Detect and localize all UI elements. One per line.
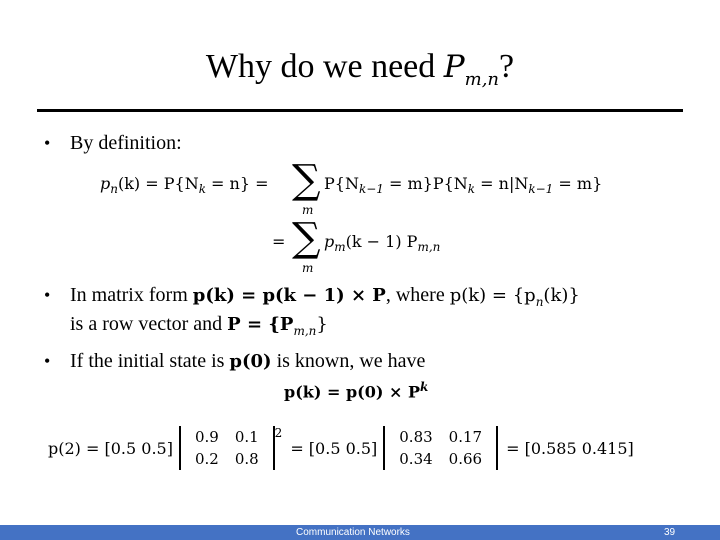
matrix-a bbox=[179, 426, 275, 470]
def2-sub: m bbox=[334, 240, 346, 255]
title-divider bbox=[37, 109, 683, 112]
bullet-4-text: If the initial state is bbox=[70, 350, 230, 372]
matrix-a-cell: 0.1 bbox=[234, 428, 259, 446]
bullet-2-math-b-end: (k)} bbox=[543, 285, 580, 306]
def-rest: (k) = P{N bbox=[117, 174, 199, 193]
def-p: p bbox=[100, 174, 111, 193]
matrix-b-cell: 0.34 bbox=[399, 450, 433, 468]
sum-index-2: m bbox=[302, 261, 314, 275]
title-math: P bbox=[443, 49, 465, 85]
bullet-1-text: By definition: bbox=[70, 132, 182, 154]
def2-rest: (k − 1) P bbox=[345, 232, 418, 251]
sum-index-1: m bbox=[302, 203, 314, 217]
slide-title bbox=[0, 48, 720, 93]
bullet-initial-state bbox=[44, 350, 425, 373]
title-end: ? bbox=[499, 48, 515, 85]
def-eq-line2-right bbox=[324, 232, 440, 254]
def-right-b: = m}P{N bbox=[383, 174, 468, 193]
bullet-3-math-end: } bbox=[316, 314, 328, 335]
def2-p: p bbox=[324, 232, 335, 251]
bullet-dot: • bbox=[44, 285, 51, 305]
example-equation bbox=[48, 426, 634, 470]
bullet-4-math: p(0) bbox=[229, 351, 272, 372]
def-p-sub: n bbox=[110, 182, 118, 197]
bullet-2-text-b: , where bbox=[385, 284, 450, 306]
def-right-c: = n|N bbox=[475, 174, 529, 193]
def-sub2: k bbox=[198, 182, 206, 197]
def-right-a: P{N bbox=[324, 174, 359, 193]
def-eq-line1-left bbox=[100, 174, 269, 196]
def-right-d: = m} bbox=[553, 174, 603, 193]
def-rest2: = n} = bbox=[205, 174, 269, 193]
title-math-sub: m,n bbox=[464, 68, 500, 90]
bullet-matrix-form-cont bbox=[70, 313, 328, 338]
matrix-a-cell: 0.2 bbox=[194, 450, 219, 468]
bullet-3-text: is a row vector and bbox=[70, 313, 228, 335]
bullet-3-math-sub: m,n bbox=[293, 324, 317, 338]
matrix-b-cell: 0.83 bbox=[399, 428, 433, 446]
bullet-3-math: P = {P bbox=[227, 314, 294, 335]
example-lhs: p(2) = [0.5 0.5] bbox=[48, 438, 173, 458]
def2-sub2: m,n bbox=[417, 240, 441, 255]
def-right-sub: k−1 bbox=[358, 182, 384, 197]
footer-title: Communication Networks bbox=[296, 527, 410, 538]
bullet-2-text-a: In matrix form bbox=[70, 284, 193, 306]
matrix-a-cell: 0.8 bbox=[234, 450, 259, 468]
bullet-matrix-form bbox=[44, 284, 580, 309]
def-eq-line1-right bbox=[324, 174, 602, 196]
matrix-b bbox=[383, 426, 498, 470]
bullet-2-math-a: p(k) = p(k − 1) × P bbox=[192, 285, 386, 306]
bullet-2-math-b: p(k) = {p bbox=[449, 285, 536, 306]
matrix-b-cell: 0.17 bbox=[448, 428, 483, 446]
sum-symbol-2: ∑ bbox=[292, 215, 321, 261]
bullet-definition bbox=[44, 132, 182, 155]
example-result: = [0.585 0.415] bbox=[506, 438, 634, 458]
matrix-b-cell: 0.66 bbox=[448, 450, 483, 468]
bullet-dot: • bbox=[44, 133, 51, 153]
power-equation bbox=[284, 380, 428, 401]
power-eq-sup: k bbox=[420, 380, 429, 394]
bullet-2-math-b-sub: n bbox=[535, 295, 544, 309]
sum-symbol-1: ∑ bbox=[292, 157, 321, 203]
matrix-a-power: 2 bbox=[274, 426, 283, 440]
bullet-dot: • bbox=[44, 351, 51, 371]
example-mid: = [0.5 0.5] bbox=[290, 438, 378, 458]
page-number: 39 bbox=[664, 527, 676, 538]
def-right-sub2: k bbox=[467, 182, 476, 197]
def-right-sub3: k−1 bbox=[528, 182, 554, 197]
bullet-4-text-end: is known, we have bbox=[271, 350, 426, 372]
def-eq-line2-eq: = bbox=[272, 232, 286, 251]
title-text: Why do we need bbox=[205, 48, 444, 85]
matrix-a-cell: 0.9 bbox=[194, 428, 219, 446]
power-eq-left: p(k) = p(0) × P bbox=[284, 382, 420, 402]
